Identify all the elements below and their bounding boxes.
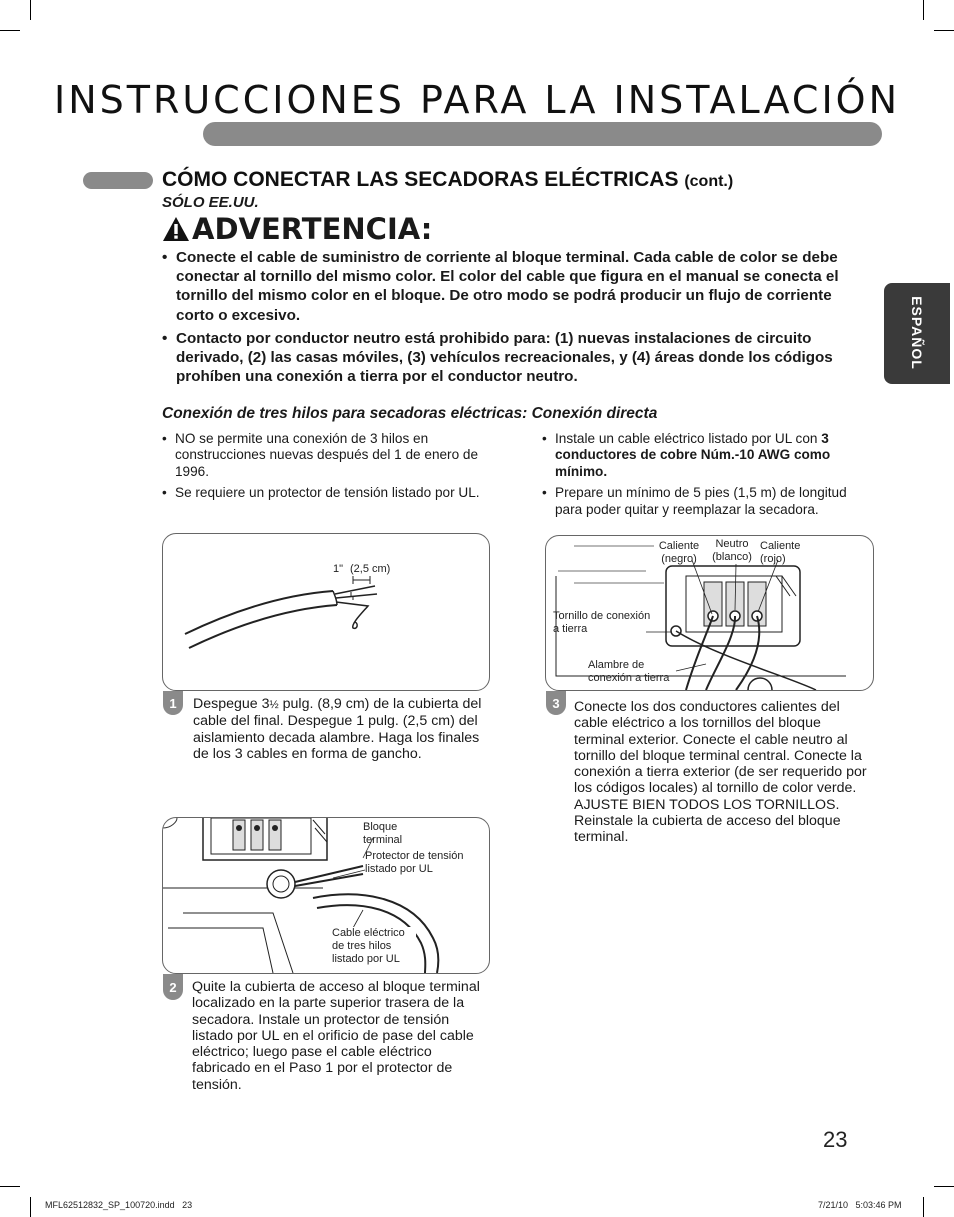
- warning-triangle-icon: [162, 216, 190, 242]
- list-item: [542, 485, 877, 518]
- ground-screw-label: Tornillo de conexión a tierra: [553, 610, 651, 635]
- title-bar: [203, 122, 882, 146]
- power-cord-label: Cable eléctrico de tres hilos listado por UL: [332, 927, 416, 966]
- terminal-block-label: Bloque terminal: [363, 821, 403, 846]
- left-bullet-list: [162, 431, 492, 507]
- section-marker: [83, 172, 153, 189]
- measure-inch-label: 1": [333, 563, 344, 575]
- page-title: INSTRUCCIONES PARA LA INSTALACIÓN: [54, 78, 900, 122]
- section-title-text: CÓMO CONECTAR LAS SECADORAS ELÉCTRICAS: [162, 168, 679, 191]
- crop-mark: [30, 0, 31, 20]
- step-2-text: Quite la cubierta de acceso al bloque terminal localizado en la parte superior trasera de la secadora. Instale un protector de tensión listado por UL en el orificio de pase del cable eléctrico; luego pase el cable eléctrico fabricado en el Paso 1 por el protector de tensión.: [192, 979, 480, 1093]
- crop-mark: [0, 1186, 20, 1187]
- region-note: SÓLO EE.UU.: [162, 194, 259, 211]
- list-item: [542, 431, 877, 480]
- step-3-text: Conecte los dos conductores calientes del cable eléctrico a los tornillos del bloque terminal exterior. Conecte el cable neutro al tornillo del bloque terminal central. Conecte la conexión a tierra exterior (de ser requerido por los códigos locales) al tornillo de color verde. AJUSTE BIEN TODOS LOS TORNILLOS. Reinstale la cubierta de acceso del bloque terminal.: [574, 699, 867, 846]
- subsection-title: Conexión de tres hilos para secadoras eléctricas: Conexión directa: [162, 405, 658, 422]
- step-number-3: 3: [546, 691, 566, 715]
- crop-mark: [934, 30, 954, 31]
- language-tab-label: ESPAÑOL: [909, 296, 925, 370]
- warning-item: • Contacto por conductor neutro está prohibido para: (1) nuevas instalaciones de circuito derivado, (2) las casas móviles, (3) vehículos recreacionales, y (4) áreas donde los códigos prohíben una conexión a tierra por el conductor neutro.: [162, 329, 872, 387]
- strain-relief-label: Protector de tensión listado por UL: [365, 850, 464, 875]
- step-number-2: 2: [163, 974, 183, 1000]
- cable-stripped-illustration: [163, 534, 489, 690]
- step-number-1: 1: [163, 691, 183, 715]
- list-item-bold: 3 conductores de cobre Núm.-10 AWG como mínimo.: [555, 431, 831, 479]
- measure-cm-label: (2,5 cm): [350, 563, 391, 575]
- step-1-fraction: ½: [269, 699, 279, 711]
- list-item-text: Prepare un mínimo de 5 pies (1,5 m) de longitud para poder quitar y reemplazar la secadora.: [555, 485, 847, 517]
- list-item: • NO se permite una conexión de 3 hilos en construcciones nuevas después del 1 de enero de 1996.: [162, 431, 492, 480]
- crop-mark: [923, 0, 924, 20]
- footer-timestamp: 7/21/10 5:03:46 PM: [818, 1200, 902, 1210]
- step-1-text-pre: Despegue 3: [193, 696, 270, 712]
- language-tab: [884, 283, 950, 384]
- warning-list: [162, 248, 872, 390]
- step-1-text-post: pulg. (8,9 cm) de la cubierta del cable del final. Despegue 1 pulg. (2,5 cm) del aislamiento decada alambre. Haga los finales de los 3 cables en forma de gancho.: [193, 696, 482, 762]
- terminal-block-illustration: [163, 818, 489, 973]
- crop-mark: [923, 1197, 924, 1217]
- warning-heading-text: ADVERTENCIA:: [192, 212, 433, 246]
- crop-mark: [30, 1197, 31, 1217]
- list-item: • Se requiere un protector de tensión listado por UL.: [162, 485, 492, 501]
- crop-mark: [934, 1186, 954, 1187]
- neutral-label: Neutro (blanco): [712, 538, 752, 563]
- right-bullet-list: [542, 431, 877, 523]
- list-item-text: Instale un cable eléctrico listado por UL con: [555, 431, 822, 446]
- warning-item: • Conecte el cable de suministro de corriente al bloque terminal. Cada cable de color se debe conectar al tornillo del mismo color. El color del cable que figura en el manual se conecta el tornillo del mismo color en el bloque. De otro modo se podrá producir un flujo de corriente corto o excesivo.: [162, 248, 872, 325]
- step-3-illustration: [545, 535, 874, 691]
- page-number: 23: [823, 1127, 848, 1152]
- hot-black-label: Caliente (negro): [658, 540, 700, 565]
- section-title-suffix: (cont.): [684, 173, 734, 190]
- crop-mark: [0, 30, 20, 31]
- section-title: [162, 168, 733, 192]
- warning-heading: [162, 212, 432, 246]
- step-1-illustration: [162, 533, 490, 691]
- ground-wire-label: Alambre de conexión a tierra: [588, 659, 670, 684]
- step-1-text: [193, 696, 483, 762]
- footer-file: MFL62512832_SP_100720.indd 23: [45, 1200, 193, 1210]
- step-2-illustration: [162, 817, 490, 974]
- hot-red-label: Caliente (rojo): [760, 540, 801, 565]
